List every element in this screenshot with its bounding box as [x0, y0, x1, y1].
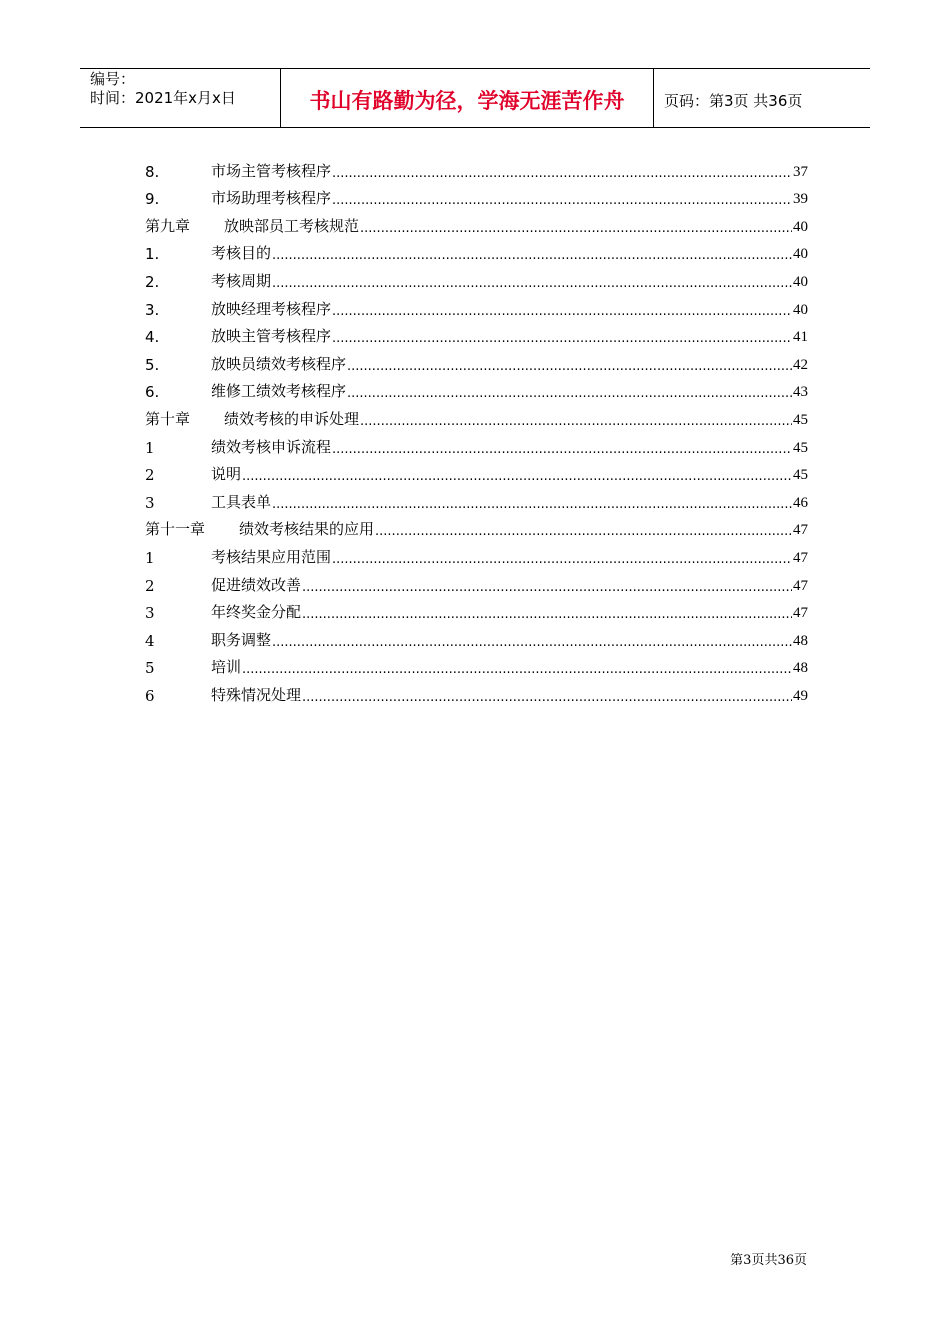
toc-entry-number: 6	[145, 686, 155, 705]
page-header	[80, 68, 870, 128]
toc-entry-number: 1.	[145, 245, 160, 264]
toc-entry-page: 48	[793, 632, 808, 649]
toc-leader-dots	[332, 552, 792, 567]
header-motto: 书山有路勤为径，学海无涯苦作舟	[281, 69, 654, 127]
toc-entry-number: 2	[145, 576, 155, 595]
toc-entry-title: 市场助理考核程序	[211, 189, 332, 208]
toc-entry-page: 37	[793, 163, 808, 180]
toc-entry-page: 42	[793, 356, 808, 373]
toc-entry-title: 职务调整	[211, 630, 272, 649]
toc-entry[interactable]	[145, 539, 808, 567]
toc-chapter-title: 绩效考核结果的应用	[239, 520, 375, 539]
toc-chapter-entry[interactable]	[145, 512, 808, 540]
header-meta	[80, 69, 281, 127]
toc-leader-dots	[302, 690, 792, 705]
toc-leader-dots	[360, 414, 792, 429]
toc-entry-title: 放映经理考核程序	[211, 299, 332, 318]
toc-entry-page: 46	[793, 494, 808, 511]
toc-entry-page: 49	[793, 687, 808, 704]
toc-entry-title: 工具表单	[211, 492, 272, 511]
toc-entry-page: 48	[793, 660, 808, 677]
toc-chapter-entry[interactable]	[145, 401, 808, 429]
toc-entry-page: 43	[793, 384, 808, 401]
toc-entry-title: 培训	[211, 658, 242, 677]
toc-chapter-number: 第九章	[145, 216, 191, 235]
toc-chapter-entry[interactable]	[145, 208, 808, 236]
toc-leader-dots	[332, 442, 792, 457]
page-footer-number: 第3页共36页	[730, 1253, 807, 1268]
toc-chapter-title: 放映部员工考核规范	[224, 216, 360, 235]
toc-entry-page: 40	[793, 273, 808, 290]
toc-entry-page: 40	[793, 301, 808, 318]
toc-leader-dots	[242, 662, 792, 677]
toc-leader-dots	[332, 193, 792, 208]
toc-leader-dots	[347, 386, 792, 401]
toc-entry-page: 47	[793, 577, 808, 594]
toc-leader-dots	[272, 276, 792, 291]
toc-entry[interactable]	[145, 595, 808, 623]
toc-entry-number: 2	[145, 466, 155, 485]
toc-entry[interactable]	[145, 650, 808, 678]
toc-entry-number: 5	[145, 659, 155, 678]
toc-entry[interactable]	[145, 291, 808, 319]
toc-entry-page: 40	[793, 246, 808, 263]
toc-entry[interactable]	[145, 677, 808, 705]
toc-entry[interactable]	[145, 346, 808, 374]
toc-entry-title: 放映主管考核程序	[211, 327, 332, 346]
toc-chapter-title: 绩效考核的申诉处理	[224, 409, 360, 428]
toc-entry-title: 特殊情况处理	[211, 685, 302, 704]
table-of-contents	[145, 153, 808, 705]
toc-entry-title: 绩效考核申诉流程	[211, 437, 332, 456]
toc-leader-dots	[302, 607, 792, 622]
toc-entry-title: 放映员绩效考核程序	[211, 354, 347, 373]
toc-entry-title: 市场主管考核程序	[211, 161, 332, 180]
toc-leader-dots	[332, 331, 792, 346]
toc-entry-page: 40	[793, 218, 808, 235]
toc-entry-title: 年终奖金分配	[211, 603, 302, 622]
toc-entry-page: 45	[793, 467, 808, 484]
header-page-number: 页码：第3页 共36页	[664, 91, 803, 110]
toc-entry-title: 考核目的	[211, 244, 272, 263]
toc-chapter-number: 第十一章	[145, 520, 206, 539]
toc-entry-page: 47	[793, 549, 808, 566]
toc-entry-number: 8.	[145, 162, 160, 181]
toc-entry-number: 9.	[145, 190, 160, 209]
toc-entry-page: 47	[793, 605, 808, 622]
serial-number-label: 编号：	[90, 70, 136, 88]
toc-entry[interactable]	[145, 181, 808, 209]
toc-entry-title: 促进绩效改善	[211, 575, 302, 594]
toc-entry-title: 维修工绩效考核程序	[211, 382, 347, 401]
toc-leader-dots	[302, 580, 792, 595]
toc-entry-number: 4.	[145, 328, 160, 347]
toc-entry-page: 45	[793, 439, 808, 456]
toc-entry-page: 39	[793, 191, 808, 208]
toc-entry[interactable]	[145, 374, 808, 402]
toc-entry-page: 47	[793, 522, 808, 539]
toc-entry-title: 考核结果应用范围	[211, 547, 332, 566]
toc-leader-dots	[272, 635, 792, 650]
toc-entry[interactable]	[145, 457, 808, 485]
toc-entry-number: 1	[145, 438, 155, 457]
toc-entry[interactable]	[145, 622, 808, 650]
toc-leader-dots	[375, 524, 792, 539]
toc-entry-title: 考核周期	[211, 271, 272, 290]
toc-entry[interactable]	[145, 429, 808, 457]
toc-leader-dots	[272, 248, 792, 263]
toc-entry[interactable]	[145, 153, 808, 181]
toc-chapter-number: 第十章	[145, 409, 191, 428]
toc-leader-dots	[332, 304, 792, 319]
toc-leader-dots	[332, 166, 792, 181]
toc-entry[interactable]	[145, 319, 808, 347]
toc-entry-page: 41	[793, 329, 808, 346]
toc-entry[interactable]	[145, 484, 808, 512]
toc-entry-title: 说明	[211, 465, 242, 484]
toc-entry-number: 4	[145, 631, 155, 650]
toc-entry-number: 3.	[145, 300, 160, 319]
toc-entry-number: 3	[145, 604, 155, 623]
toc-entry-page: 45	[793, 411, 808, 428]
toc-entry[interactable]	[145, 236, 808, 264]
toc-entry[interactable]	[145, 263, 808, 291]
toc-entry-number: 1	[145, 548, 155, 567]
toc-entry[interactable]	[145, 567, 808, 595]
toc-leader-dots	[242, 469, 792, 484]
toc-leader-dots	[272, 497, 792, 512]
toc-entry-number: 3	[145, 493, 155, 512]
toc-entry-number: 2.	[145, 272, 160, 291]
toc-entry-number: 5.	[145, 355, 160, 374]
time-label: 时间：2021年x月x日	[90, 89, 236, 107]
toc-entry-number: 6.	[145, 383, 160, 402]
toc-leader-dots	[360, 221, 792, 236]
toc-leader-dots	[347, 359, 792, 374]
